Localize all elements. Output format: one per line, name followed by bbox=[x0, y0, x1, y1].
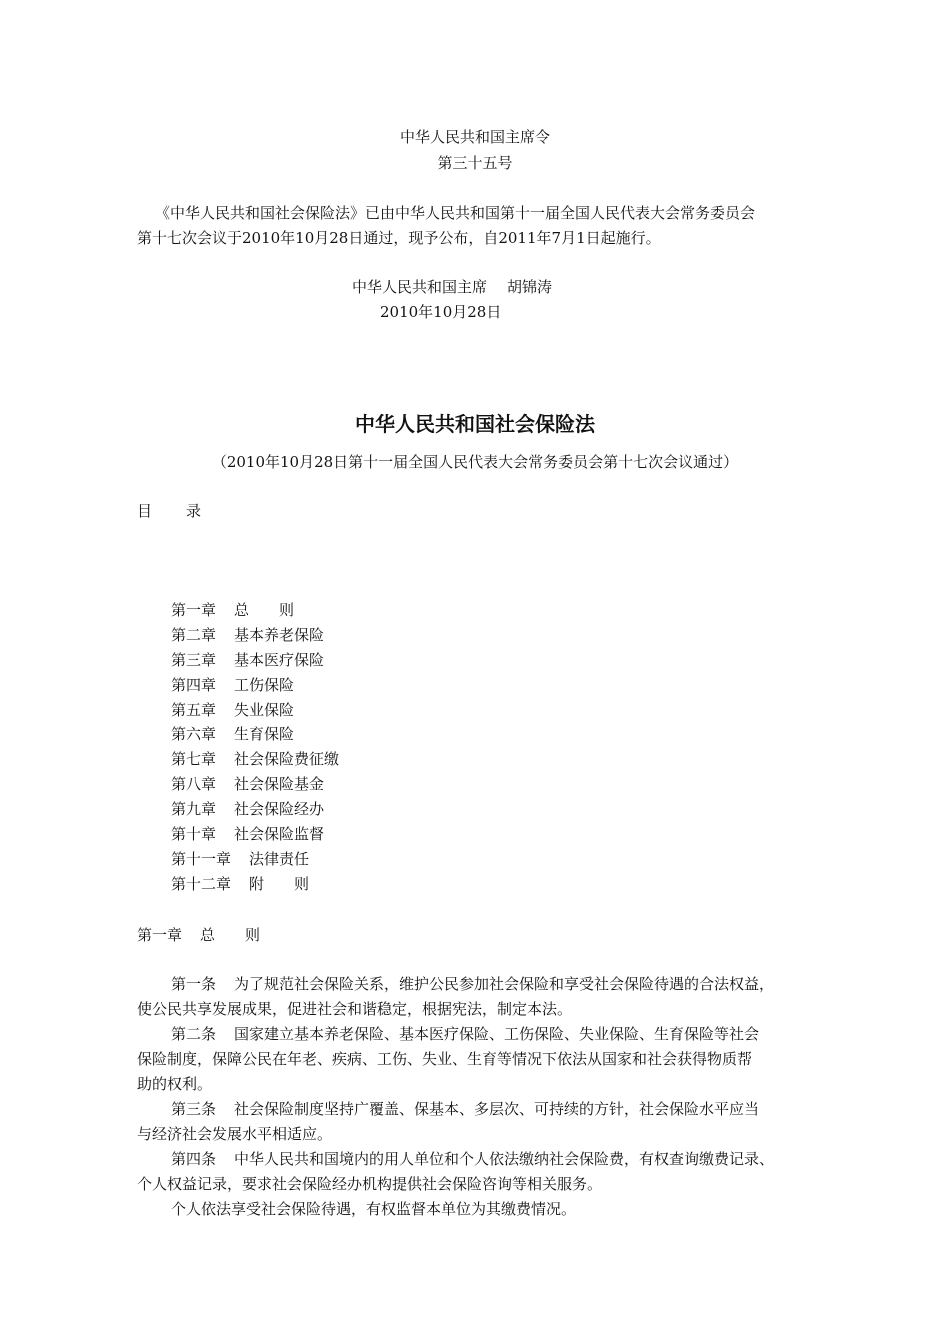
chapter-name: 总 则 bbox=[200, 926, 261, 944]
toc-item bbox=[171, 749, 339, 769]
toc-item bbox=[171, 700, 294, 720]
article-text: 中华人民共和国境内的用人单位和个人依法缴纳社会保险费，有权查询缴费记录、 bbox=[234, 1150, 775, 1168]
toc-item bbox=[171, 774, 324, 794]
toc-chapter-number: 第七章 bbox=[171, 750, 217, 768]
article-label: 第四条 bbox=[171, 1150, 217, 1168]
toc-chapter-number: 第六章 bbox=[171, 725, 217, 743]
toc-item bbox=[171, 874, 309, 894]
chapter-heading bbox=[137, 925, 260, 945]
toc-item bbox=[171, 650, 324, 670]
toc-chapter-name: 工伤保险 bbox=[234, 676, 295, 694]
article-text: 社会保险制度坚持广覆盖、保基本、多层次、可持续的方针，社会保险水平应当 bbox=[234, 1100, 760, 1118]
article-2-line-3: 助的权利。 bbox=[137, 1075, 213, 1093]
toc-chapter-number: 第二章 bbox=[171, 626, 217, 644]
article-text: 国家建立基本养老保险、基本医疗保险、工伤保险、失业保险、生育保险等社会 bbox=[234, 1025, 760, 1043]
toc-chapter-number: 第九章 bbox=[171, 800, 217, 818]
toc-chapter-name: 生育保险 bbox=[234, 725, 295, 743]
article-2-line-1 bbox=[171, 1024, 759, 1044]
toc-chapter-name: 社会保险监督 bbox=[234, 825, 325, 843]
toc-item bbox=[171, 625, 324, 645]
toc-item bbox=[171, 849, 309, 869]
toc-item bbox=[171, 600, 294, 620]
toc-chapter-number: 第三章 bbox=[171, 651, 217, 669]
law-subtitle: （2010年10月28日第十一届全国人民代表大会常务委员会第十七次会议通过） bbox=[211, 453, 739, 471]
decree-date: 2010年10月28日 bbox=[380, 303, 502, 321]
decree-issuer: 中华人民共和国主席令 bbox=[399, 128, 550, 146]
toc-chapter-name: 附 则 bbox=[249, 875, 310, 893]
toc-item bbox=[171, 824, 324, 844]
toc-chapter-name: 社会保险基金 bbox=[234, 775, 325, 793]
toc-item bbox=[171, 799, 324, 819]
toc-chapter-name: 社会保险费征缴 bbox=[234, 750, 340, 768]
decree-body-line-1: 《中华人民共和国社会保险法》已由中华人民共和国第十一届全国人民代表大会常务委员会 bbox=[155, 204, 756, 222]
toc-chapter-name: 基本医疗保险 bbox=[234, 651, 325, 669]
toc-chapter-number: 第十章 bbox=[171, 825, 217, 843]
signatory-name: 胡锦涛 bbox=[507, 278, 553, 296]
article-1-line-1 bbox=[171, 974, 774, 994]
law-title: 中华人民共和国社会保险法 bbox=[355, 412, 595, 436]
toc-chapter-name: 法律责任 bbox=[249, 850, 310, 868]
decree-signatory bbox=[352, 277, 552, 297]
article-3-line-2: 与经济社会发展水平相适应。 bbox=[137, 1125, 333, 1143]
article-2-line-2: 保险制度，保障公民在年老、疾病、工伤、失业、生育等情况下依法从国家和社会获得物质帮 bbox=[137, 1050, 753, 1068]
toc-heading-char-1: 目 bbox=[137, 502, 153, 520]
toc-chapter-number: 第八章 bbox=[171, 775, 217, 793]
article-label: 第三条 bbox=[171, 1100, 217, 1118]
toc-chapter-number: 第四章 bbox=[171, 676, 217, 694]
toc-chapter-number: 第一章 bbox=[171, 601, 217, 619]
chapter-number: 第一章 bbox=[137, 926, 183, 944]
article-text: 为了规范社会保险关系，维护公民参加社会保险和享受社会保险待遇的合法权益， bbox=[234, 975, 775, 993]
toc-chapter-number: 第十二章 bbox=[171, 875, 232, 893]
toc-heading-char-2: 录 bbox=[186, 502, 202, 520]
article-4-paragraph-2: 个人依法享受社会保险待遇，有权监督本单位为其缴费情况。 bbox=[171, 1200, 577, 1218]
toc-item bbox=[171, 724, 294, 744]
decree-body-line-2: 第十七次会议于2010年10月28日通过，现予公布，自2011年7月1日起施行。 bbox=[137, 229, 661, 247]
article-4-line-2: 个人权益记录，要求社会保险经办机构提供社会保险咨询等相关服务。 bbox=[137, 1175, 603, 1193]
toc-item bbox=[171, 675, 294, 695]
article-1-line-2: 使公民共享发展成果，促进社会和谐稳定，根据宪法，制定本法。 bbox=[137, 1000, 573, 1018]
decree-number: 第三十五号 bbox=[437, 154, 513, 172]
signatory-title: 中华人民共和国主席 bbox=[352, 278, 488, 296]
article-label: 第二条 bbox=[171, 1025, 217, 1043]
article-3-line-1 bbox=[171, 1099, 759, 1119]
toc-chapter-name: 失业保险 bbox=[234, 701, 295, 719]
toc-chapter-name: 总 则 bbox=[234, 601, 295, 619]
toc-chapter-number: 第五章 bbox=[171, 701, 217, 719]
toc-chapter-name: 社会保险经办 bbox=[234, 800, 325, 818]
article-4-line-1 bbox=[171, 1149, 774, 1169]
toc-heading bbox=[137, 501, 201, 521]
article-label: 第一条 bbox=[171, 975, 217, 993]
toc-chapter-name: 基本养老保险 bbox=[234, 626, 325, 644]
toc-chapter-number: 第十一章 bbox=[171, 850, 232, 868]
